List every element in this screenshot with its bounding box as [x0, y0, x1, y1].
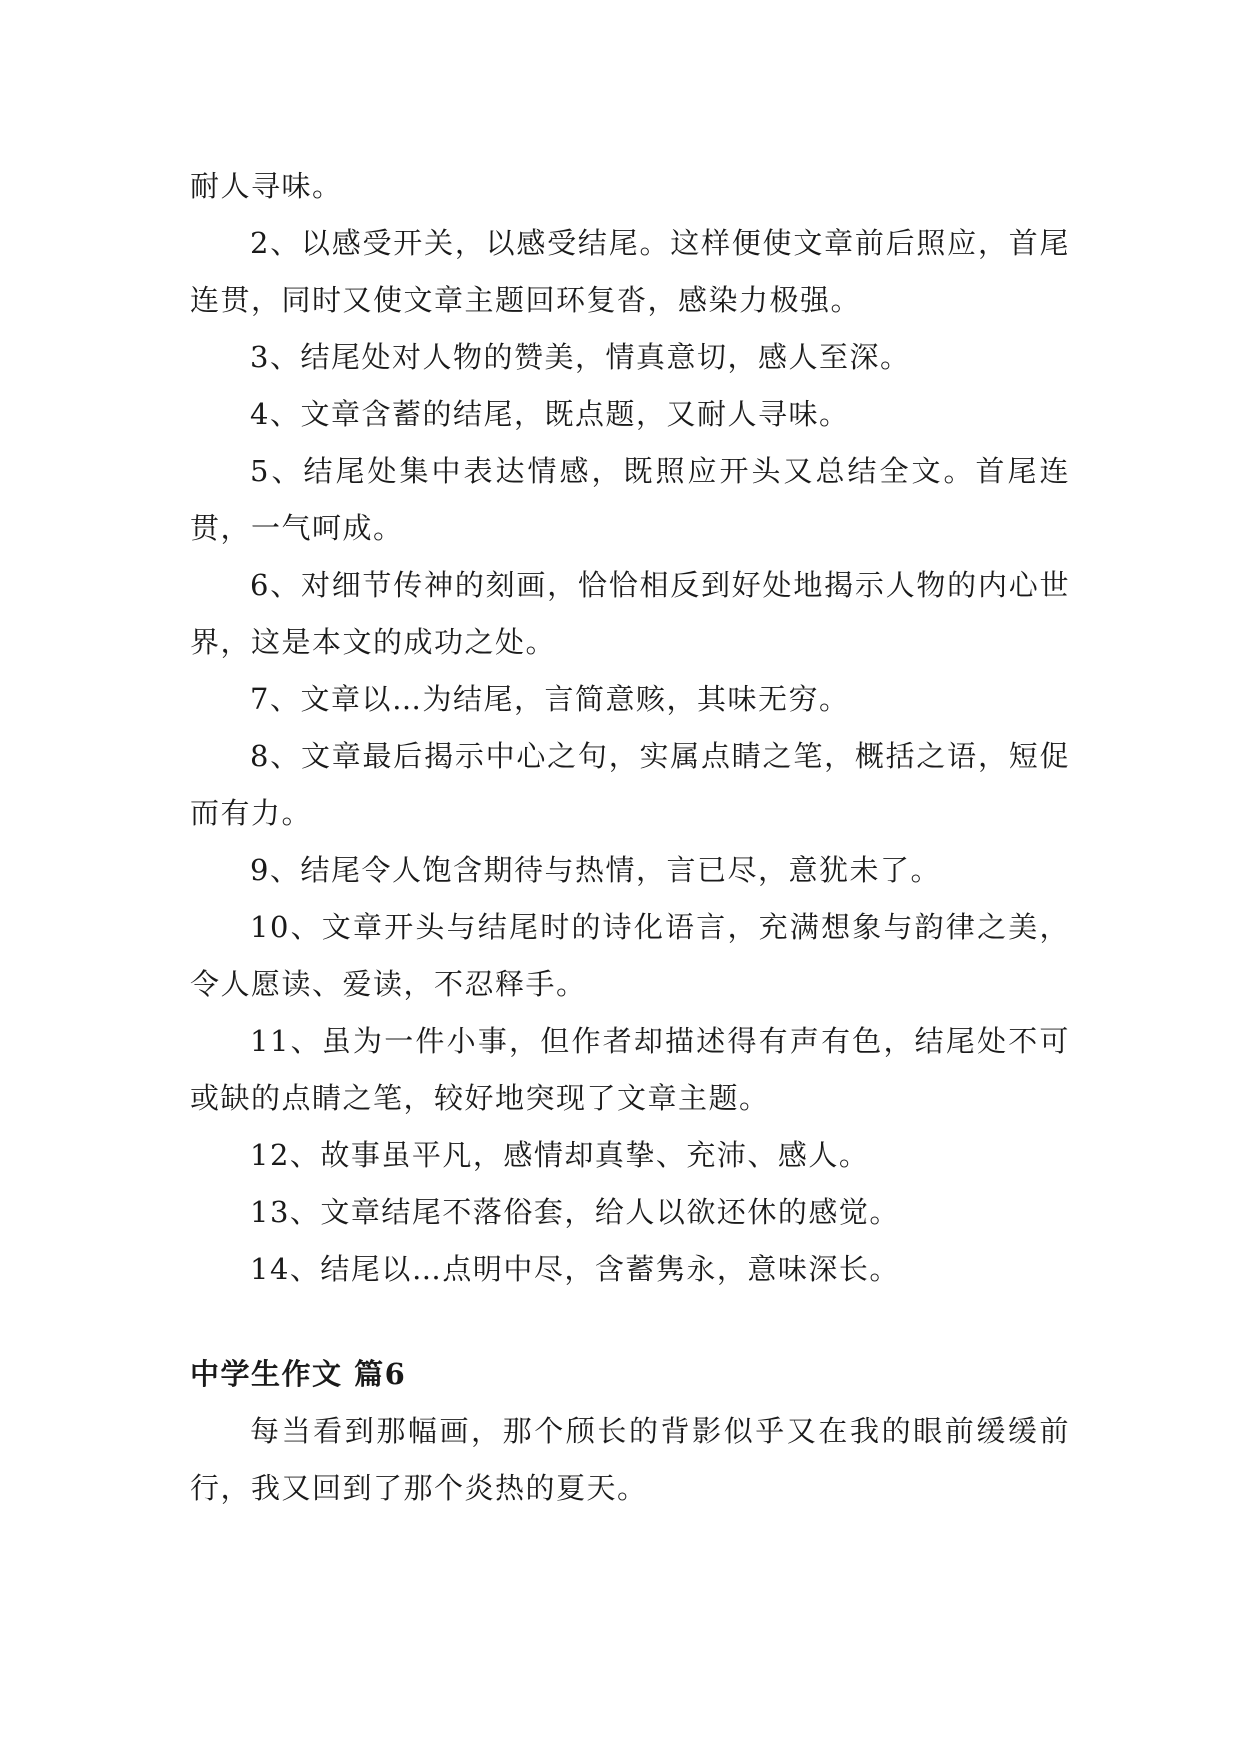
paragraph-item-13: 13、文章结尾不落俗套，给人以欲还休的感觉。 — [250, 1195, 900, 1229]
paragraph-item-7: 7、文章以…为结尾，言简意赅，其味无穷。 — [250, 682, 850, 716]
document-body — [190, 158, 1070, 1517]
paragraph-item-10: 10、文章开头与结尾时的诗化语言，充满想象与韵律之美，令人愿读、爱读，不忍释手。 — [190, 910, 1070, 1001]
section-heading: 中学生作文 篇6 — [190, 1357, 407, 1391]
paragraph-item-2: 2、以感受开关，以感受结尾。这样便使文章前后照应，首尾连贯，同时又使文章主题回环复沓，感染力极强。 — [190, 226, 1070, 317]
paragraph-item-11: 11、虽为一件小事，但作者却描述得有声有色，结尾处不可或缺的点睛之笔，较好地突现了文章主题。 — [190, 1024, 1070, 1115]
paragraph-item-8: 8、文章最后揭示中心之句，实属点睛之笔，概括之语，短促而有力。 — [190, 739, 1070, 830]
paragraph-item-3: 3、结尾处对人物的赞美，情真意切，感人至深。 — [250, 340, 911, 374]
paragraph-item-9: 9、结尾令人饱含期待与热情，言已尽，意犹未了。 — [250, 853, 941, 887]
paragraph-continuation: 耐人寻味。 — [190, 169, 343, 203]
paragraph-item-4: 4、文章含蓄的结尾，既点题，又耐人寻味。 — [250, 397, 850, 431]
paragraph-item-12: 12、故事虽平凡，感情却真挚、充沛、感人。 — [250, 1138, 870, 1172]
paragraph-item-14: 14、结尾以…点明中尽，含蓄隽永，意味深长。 — [250, 1252, 900, 1286]
paragraph-item-6: 6、对细节传神的刻画，恰恰相反到好处地揭示人物的内心世界，这是本文的成功之处。 — [190, 568, 1070, 659]
paragraph-essay-opening: 每当看到那幅画，那个颀长的背影似乎又在我的眼前缓缓前行，我又回到了那个炎热的夏天。 — [190, 1414, 1070, 1505]
paragraph-item-5: 5、结尾处集中表达情感，既照应开头又总结全文。首尾连贯，一气呵成。 — [190, 454, 1070, 545]
